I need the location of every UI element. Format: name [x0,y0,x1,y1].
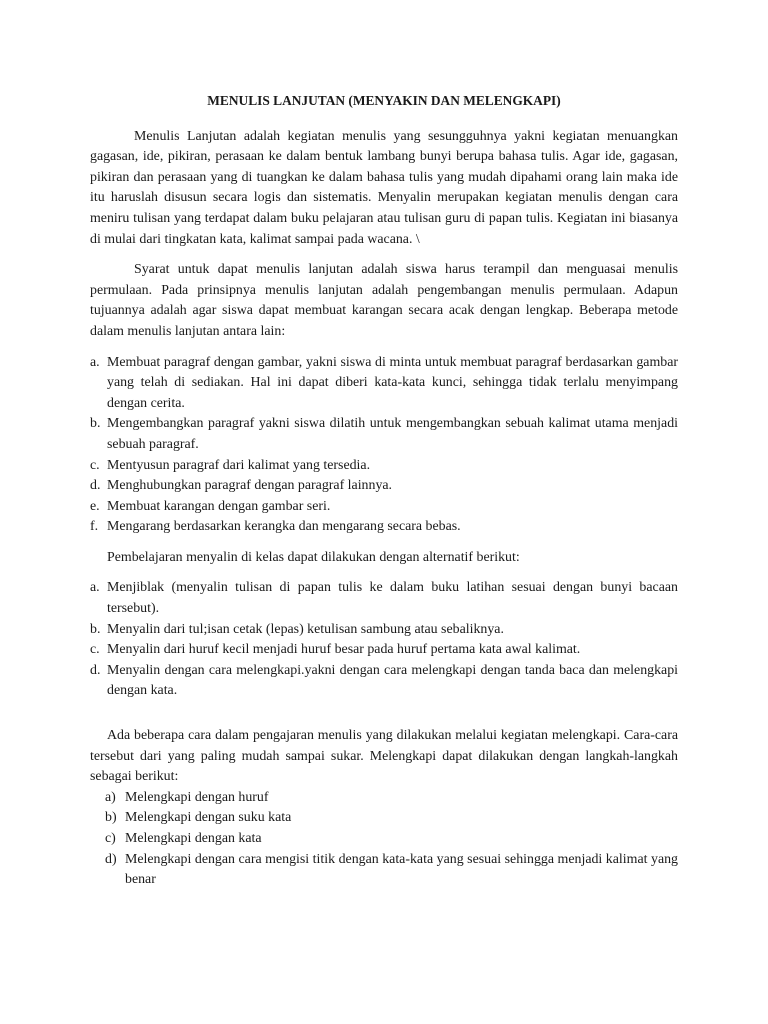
list-item [90,353,678,415]
list-item-text: Membuat karangan dengan gambar seri. [107,498,331,514]
list-item [90,788,678,809]
methods-list [90,353,678,538]
list-item-text: Mengarang berdasarkan kerangka dan mengarang secara bebas. [107,519,461,535]
completing-steps-list [90,788,678,891]
copying-alternatives-list [90,578,678,702]
list-marker: c) [105,831,116,846]
list-item [90,517,678,538]
paragraph-definition: Menulis Lanjutan adalah kegiatan menulis yang sesungguhnya yakni kegiatan menuangkan gagasan, ide, pikiran, perasaan ke dalam bentuk lambang bunyi berupa bahasa tulis. Agar ide, gagasan, pikiran dan perasaan yang di tuangkan ke dalam bahasa tulis yang mudah dipahami orang lain maka ide itu haruslah disusun secara logis dan sistematis. Menyalin merupakan kegiatan menulis dengan cara meniru tulisan yang terdapat dalam buku pelajaran atau tulisan guru di papan tulis. Kegiatan ini biasanya di mulai dari tingkatan kata, kalimat sampai pada wacana. \ [90,128,678,247]
list-marker: b) [105,810,117,826]
list-marker: d) [105,851,117,867]
list-item-text: Melengkapi dengan cara mengisi titik dengan kata-kata yang sesuai sehingga menjadi kalimat yang benar [125,851,678,888]
list-item [90,578,678,619]
list-marker: d. [90,662,101,678]
paragraph-requirements: Syarat untuk dapat menulis lanjutan adalah siswa harus terampil dan menguasai menulis permulaan. Pada prinsipnya menulis lanjutan adalah pengembangan menulis permulaan. Adapun tujuannya adalah agar siswa dapat membuat karangan secara acak dengan lengkap. Beberapa metode dalam menulis lanjutan antara lain: [90,262,678,339]
list-item-text: Menjiblak (menyalin tulisan di papan tulis ke dalam buku latihan sesuai dengan bunyi bacaan tersebut). [107,580,678,617]
list-item [90,661,678,702]
list-marker: f. [90,519,99,535]
list-marker: b. [90,416,101,432]
list-item-text: Mengembangkan paragraf yakni siswa dilatih untuk mengembangkan sebuah kalimat utama menjadi sebuah paragraf. [107,416,678,452]
list-marker: c. [90,457,100,473]
list-item-text: Menyalin dari huruf kecil menjadi huruf besar pada huruf pertama kata awal kalimat. [107,642,581,658]
paragraph-completing: Ada beberapa cara dalam pengajaran menulis yang dilakukan melalui kegiatan melengkapi. Cara-cara tersebut dari yang paling mudah sampai sukar. Melengkapi dapat dilakukan dengan langkah-langkah sebagai berikut: [90,728,678,785]
list-item [90,414,678,455]
list-item-text: Melengkapi dengan huruf [125,789,269,805]
list-marker: a. [90,354,100,370]
list-item-text: Membuat paragraf dengan gambar, yakni siswa di minta untuk membuat paragraf berdasarkan gambar yang telah di sediakan. Hal ini dapat diberi kata-kata kunci, sehingga tidak terlalu menyimpang dengan cerita. [107,354,678,411]
list-item-text: Menyalin dengan cara melengkapi.yakni dengan cara melengkapi dengan tanda baca dan melengkapi dengan kata. [107,662,678,699]
list-marker: a) [105,789,116,805]
list-item [90,850,678,891]
list-item [90,456,678,477]
list-marker: e. [90,498,100,514]
list-marker: c. [90,642,100,658]
list-item [90,497,678,518]
list-item [90,620,678,641]
list-marker: a. [90,580,100,596]
list-item [90,476,678,497]
list-item [90,640,678,661]
list-item-text: Menyalin dari tul;isan cetak (lepas) ketulisan sambung atau sebaliknya. [107,621,504,637]
list-item [90,829,678,850]
list-item [90,808,678,829]
list-marker: d. [90,478,101,494]
list-marker: b. [90,621,101,637]
paragraph-copying-intro: Pembelajaran menyalin di kelas dapat dilakukan dengan alternatif berikut: [107,549,520,565]
list-item-text: Menghubungkan paragraf dengan paragraf lainnya. [107,478,393,494]
list-item-text: Melengkapi dengan suku kata [125,810,292,826]
list-item-text: Melengkapi dengan kata [125,831,262,846]
list-item-text: Mentyusun paragraf dari kalimat yang tersedia. [107,457,371,473]
page-title: MENULIS LANJUTAN (MENYAKIN DAN MELENGKAPI) [207,93,561,108]
